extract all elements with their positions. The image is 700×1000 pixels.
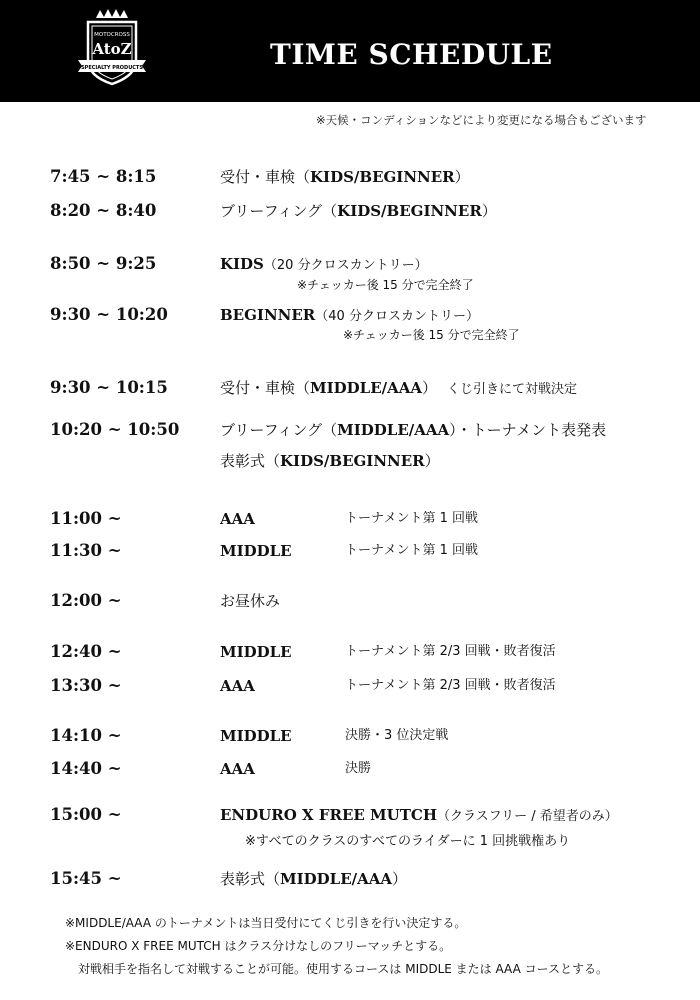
- schedule-class: AAA: [220, 760, 255, 778]
- atoz-logo: [76, 8, 148, 92]
- schedule-class: AAA: [220, 510, 255, 528]
- schedule-time: 9:30 ~ 10:20: [50, 305, 168, 324]
- schedule-time: 14:40 ~: [50, 759, 122, 778]
- schedule-time: 14:10 ~: [50, 726, 122, 745]
- footnote: ※MIDDLE/AAA のトーナメントは当日受付にてくじ引きを行い決定する。: [65, 916, 467, 930]
- schedule-time: 12:40 ~: [50, 642, 122, 661]
- schedule-desc: 表彰式（MIDDLE/AAA）: [220, 870, 408, 888]
- schedule-desc: お昼休み: [220, 592, 281, 610]
- schedule-class: AAA: [220, 677, 255, 695]
- schedule-time: 10:20 ~ 10:50: [50, 420, 180, 439]
- weather-notice: ※天候・コンディションなどにより変更になる場合もございます: [316, 113, 647, 127]
- schedule-time: 13:30 ~: [50, 676, 122, 695]
- schedule-time: 11:00 ~: [50, 509, 122, 528]
- schedule-subnote: ※チェッカー後 15 分で完全終了: [297, 278, 474, 292]
- schedule-note: トーナメント第 2/3 回戦・敗者復活: [345, 644, 556, 659]
- schedule-time: 15:45 ~: [50, 869, 122, 888]
- schedule-time: 9:30 ~ 10:15: [50, 378, 168, 397]
- svg-text:AtoZ: AtoZ: [92, 40, 132, 58]
- schedule-desc: KIDS（20 分クロスカントリー）: [220, 255, 428, 273]
- schedule-desc: BEGINNER（40 分クロスカントリー）: [220, 306, 479, 324]
- schedule-desc: 表彰式（KIDS/BEGINNER）: [220, 452, 440, 470]
- schedule-class: MIDDLE: [220, 727, 292, 745]
- page-title: TIME SCHEDULE: [270, 38, 553, 71]
- schedule-time: 11:30 ~: [50, 541, 122, 560]
- footnote: ※ENDURO X FREE MUTCH はクラス分けなしのフリーマッチとする。: [65, 939, 452, 953]
- schedule-note: トーナメント第 1 回戦: [345, 511, 479, 526]
- schedule-note: トーナメント第 2/3 回戦・敗者復活: [345, 678, 556, 693]
- schedule-desc: 受付・車検（MIDDLE/AAA） くじ引きにて対戦決定: [220, 379, 578, 397]
- schedule-desc: ブリーフィング（KIDS/BEGINNER）: [220, 202, 497, 220]
- footnote: 対戦相手を指名して対戦することが可能。使用するコースは MIDDLE または AAA コースとする。: [78, 962, 608, 976]
- schedule-desc: ENDURO X FREE MUTCH（クラスフリー / 希望者のみ）: [220, 806, 618, 824]
- schedule-desc: 受付・車検（KIDS/BEGINNER）: [220, 168, 470, 186]
- schedule-note: トーナメント第 1 回戦: [345, 543, 479, 558]
- schedule-time: 12:00 ~: [50, 591, 122, 610]
- schedule-note: 決勝: [345, 761, 372, 776]
- schedule-time: 8:50 ~ 9:25: [50, 254, 157, 273]
- schedule-time: 8:20 ~ 8:40: [50, 201, 157, 220]
- schedule-desc: ブリーフィング（MIDDLE/AAA）・トーナメント表発表: [220, 421, 607, 439]
- header-bar: [0, 0, 700, 102]
- schedule-subnote: ※チェッカー後 15 分で完全終了: [343, 328, 520, 342]
- schedule-class: MIDDLE: [220, 542, 292, 560]
- schedule-time: 7:45 ~ 8:15: [50, 167, 157, 186]
- schedule-class: MIDDLE: [220, 643, 292, 661]
- svg-text:MOTOCROSS: MOTOCROSS: [94, 32, 130, 38]
- schedule-note: 決勝・3 位決定戦: [345, 728, 449, 743]
- svg-text:SPECIALTY PRODUCTS: SPECIALTY PRODUCTS: [81, 65, 143, 71]
- schedule-subnote: ※すべてのクラスのすべてのライダーに 1 回挑戦権あり: [245, 834, 571, 849]
- schedule-time: 15:00 ~: [50, 805, 122, 824]
